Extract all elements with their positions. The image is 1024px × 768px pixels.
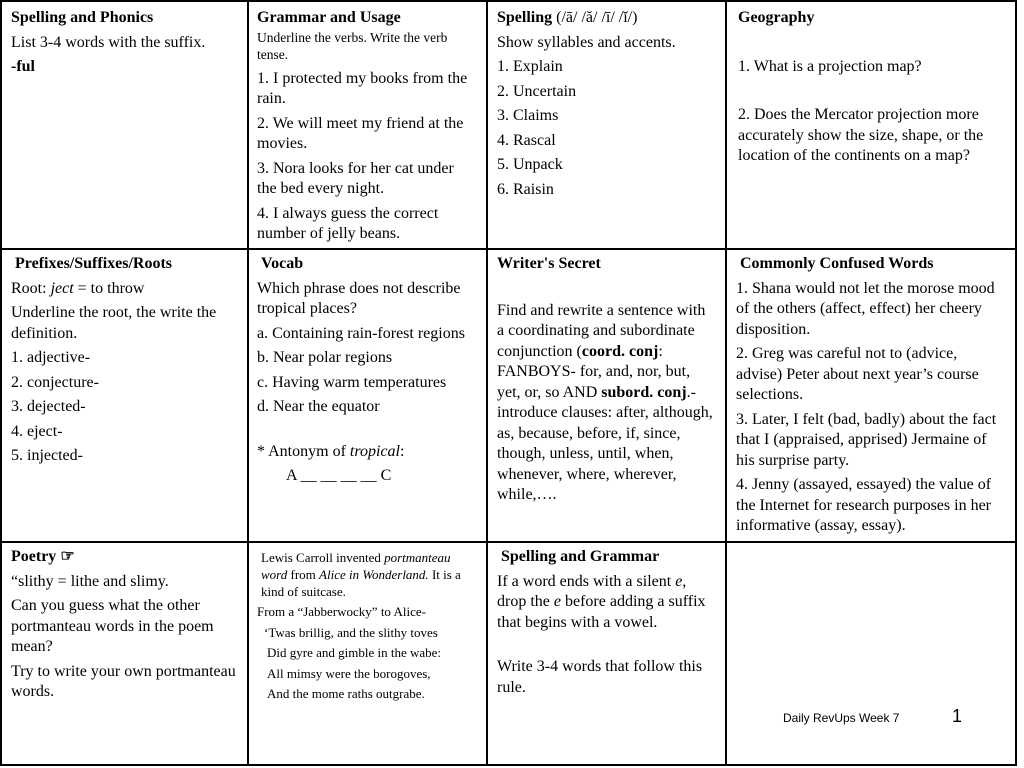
cell-title-row xyxy=(11,547,238,568)
pointing-hand-icon: ☞ xyxy=(60,548,75,565)
list-item: 2. conjecture- xyxy=(11,373,99,391)
silent-e: e xyxy=(675,572,683,590)
subord-conj-text: .- introduce clauses: after, although, as, because, before, if, since, though, unless, until, when, whenever, where, wherever, while,…. xyxy=(497,383,713,503)
poetry-text: Try to write your own portmanteau words. xyxy=(11,662,236,700)
list-item: 4. Jenny (assayed, essayed) the value of the Internet for research purposes in her informative (assay, essay). xyxy=(736,476,992,534)
intro-text: It is a kind of suitcase. xyxy=(261,567,461,599)
cell-spelling-phonics xyxy=(2,2,246,246)
cell-title: Spelling and Phonics xyxy=(11,9,154,26)
cell-prefixes-suffixes-roots xyxy=(2,248,246,540)
carroll-intro xyxy=(257,549,477,600)
instruction-text: Underline the verbs. Write the verb tense. xyxy=(257,29,448,62)
cell-title: Spelling xyxy=(497,9,553,26)
list-item: 4. Rascal xyxy=(497,131,556,149)
cell-carroll xyxy=(248,541,485,766)
subord-conj-label: subord. conj xyxy=(601,383,687,401)
list-item: 4. I always guess the correct number of jelly beans. xyxy=(257,204,439,242)
list-item: 1. adjective- xyxy=(11,349,91,366)
cell-writers-secret xyxy=(487,248,724,540)
cell-poetry xyxy=(2,541,246,766)
cell-title: Spelling and Grammar xyxy=(501,548,660,565)
coord-conj-text: : FANBOYS- for, and, nor, but, yet, or, so AND xyxy=(497,342,691,401)
intro-text: Lewis Carroll invented xyxy=(261,550,385,565)
task-text: Write 3-4 words that follow this rule. xyxy=(497,658,703,696)
option-item: b. Near polar regions xyxy=(257,349,393,366)
poem-line: And the mome raths outgrabe. xyxy=(267,686,425,701)
cell-title: Writer's Secret xyxy=(497,255,601,272)
rule-text xyxy=(497,572,716,634)
cell-empty xyxy=(726,541,1015,766)
list-item: 3. Claims xyxy=(497,107,559,124)
question-text: 2. Does the Mercator projection more accurately show the size, shape, or the location of the continents on a map? xyxy=(738,106,984,164)
instruction-text: Underline the root, the write the definition. xyxy=(11,304,217,342)
list-item: 6. Raisin xyxy=(497,180,554,198)
intro-text: Find and rewrite a sentence with a coordinating and subordinate conjunction ( xyxy=(497,301,706,360)
list-item: 5. injected- xyxy=(11,447,83,464)
cell-grammar-usage xyxy=(248,2,485,246)
list-item: 5. Unpack xyxy=(497,156,563,173)
poem-line: ‘Twas brillig, and the slithy toves xyxy=(264,624,438,640)
list-item: 3. Later, I felt (bad, badly) about the fact that I (appraised, apprised) Jermaine of his surprise party. xyxy=(736,410,997,469)
rule-part: , drop the xyxy=(497,572,687,610)
silent-e: e xyxy=(553,593,561,610)
poetry-text: Can you guess what the other portmanteau words in the poem mean? xyxy=(11,597,214,655)
poem-source: From a “Jabberwocky” to Alice- xyxy=(257,604,426,619)
list-item: 3. Nora looks for her cat under the bed every night. xyxy=(257,159,454,197)
list-item: 1. Explain xyxy=(497,58,563,75)
writers-secret-text xyxy=(497,301,716,506)
antonym-prompt xyxy=(257,442,477,463)
list-item: 4. eject- xyxy=(11,422,63,440)
list-item: 3. dejected- xyxy=(11,398,86,415)
root-definition xyxy=(11,279,238,300)
cell-geography xyxy=(726,2,1015,246)
root-label: Root: xyxy=(11,279,51,297)
antonym-colon: : xyxy=(399,442,405,460)
option-item: c. Having warm temperatures xyxy=(257,373,447,391)
question-text: Which phrase does not describe tropical places? xyxy=(257,279,461,317)
cell-title: Grammar and Usage xyxy=(257,9,401,26)
cell-vocab xyxy=(248,248,485,540)
footer-label: Daily RevUps Week 7 xyxy=(783,711,900,725)
instruction-text: Show syllables and accents. xyxy=(497,33,676,51)
cell-confused-words xyxy=(726,248,1015,540)
poem-line: Did gyre and gimble in the wabe: xyxy=(267,645,442,660)
list-item: 1. I protected my books from the rain. xyxy=(257,69,468,107)
antonym-blanks: A __ __ __ __ C xyxy=(286,467,392,484)
page-number: 1 xyxy=(952,706,963,726)
cell-title-row xyxy=(497,8,716,29)
antonym-word: tropical xyxy=(349,442,400,460)
intro-text: from xyxy=(287,567,320,582)
list-item: 1. Shana would not let the morose mood of the others (affect, effect) her cheery disposition. xyxy=(736,279,995,338)
option-item: a. Containing rain-forest regions xyxy=(257,324,465,342)
poetry-text: “slithy = lithe and slimy. xyxy=(11,572,169,590)
instruction-text: List 3-4 words with the suffix. xyxy=(11,33,206,51)
coord-conj-label: coord. conj xyxy=(581,342,659,360)
list-item: 2. Greg was careful not to (advice, advise) Peter about next year’s course selections. xyxy=(736,345,979,403)
list-item: 2. Uncertain xyxy=(497,82,577,100)
root-meaning: = to throw xyxy=(73,279,145,297)
list-item: 2. We will meet my friend at the movies. xyxy=(257,114,464,152)
rule-part: before adding a suffix that begins with a vowel. xyxy=(497,593,706,631)
option-item: d. Near the equator xyxy=(257,398,380,415)
cell-spelling-grammar xyxy=(487,541,724,766)
vowel-sounds: (/ā/ /ă/ /ī/ /ĭ/) xyxy=(556,9,638,26)
suffix-text: -ful xyxy=(11,58,35,75)
cell-title: Prefixes/Suffixes/Roots xyxy=(15,255,173,272)
rule-part: If a word ends with a silent xyxy=(497,572,676,590)
cell-title: Geography xyxy=(738,9,815,26)
antonym-label: * Antonym of xyxy=(257,442,350,460)
cell-title: Vocab xyxy=(261,255,304,272)
poem-line: All mimsy were the borogoves, xyxy=(267,665,431,681)
question-text: 1. What is a projection map? xyxy=(738,57,922,75)
cell-spelling-syllables xyxy=(487,2,724,246)
portmanteau-word: portmanteau word xyxy=(261,550,451,582)
cell-title: Commonly Confused Words xyxy=(740,255,934,272)
cell-title: Poetry xyxy=(11,548,57,565)
book-title: Alice in Wonderland. xyxy=(319,567,429,582)
root-word: ject xyxy=(50,279,74,297)
